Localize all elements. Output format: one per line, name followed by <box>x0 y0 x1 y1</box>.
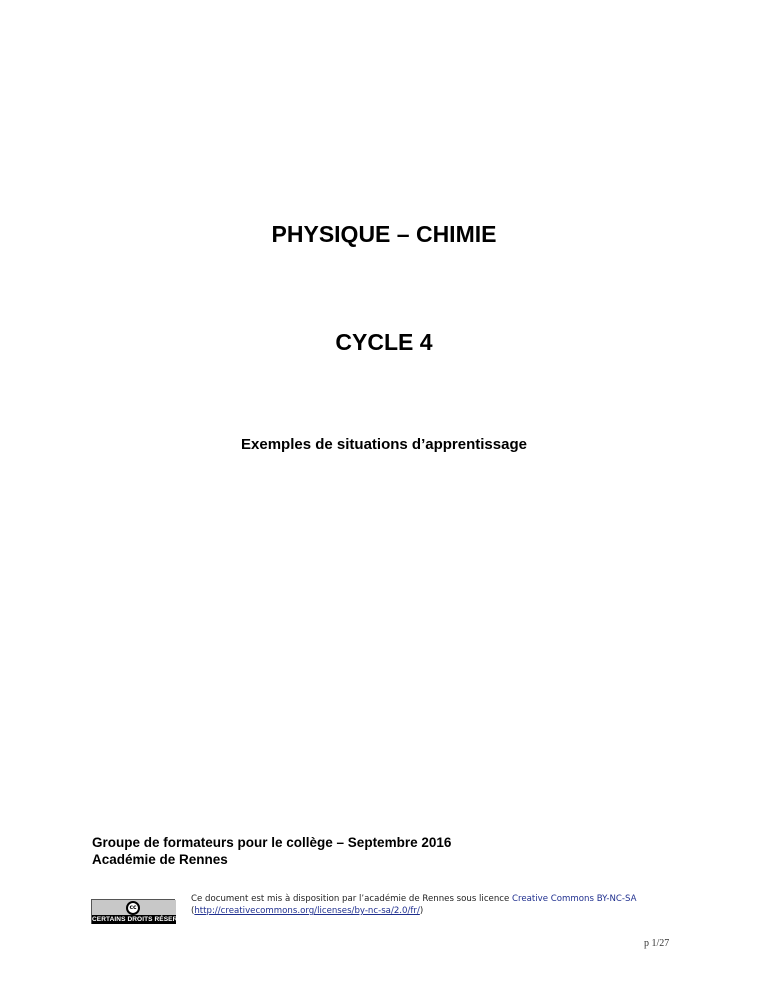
academy-line: Académie de Rennes <box>92 852 228 867</box>
cc-logo-band: CERTAINS DROITS RÉSERVÉS <box>92 916 191 923</box>
license-url-link[interactable]: http://creativecommons.org/licenses/by-nc-sa/2.0/fr/ <box>194 906 420 916</box>
page-number: p 1/27 <box>644 938 670 949</box>
author-block <box>92 834 451 868</box>
author-group-line: Groupe de formateurs pour le collège – Septembre 2016 <box>92 835 452 850</box>
license-line-2 <box>191 905 636 917</box>
license-link[interactable]: Creative Commons BY-NC-SA <box>512 894 637 904</box>
cc-icon: cc <box>126 901 140 915</box>
license-notice <box>191 893 636 917</box>
creative-commons-logo <box>91 899 191 924</box>
document-title: PHYSIQUE – CHIMIE <box>271 221 497 247</box>
license-text: Ce document est mis à disposition par l’académie de Rennes sous licence <box>191 894 513 904</box>
cycle-heading: CYCLE 4 <box>335 329 433 355</box>
paren-open: ( <box>191 906 195 916</box>
document-subtitle: Exemples de situations d’apprentissage <box>241 436 527 453</box>
paren-close: ) <box>419 906 424 916</box>
license-line-1 <box>191 893 636 905</box>
